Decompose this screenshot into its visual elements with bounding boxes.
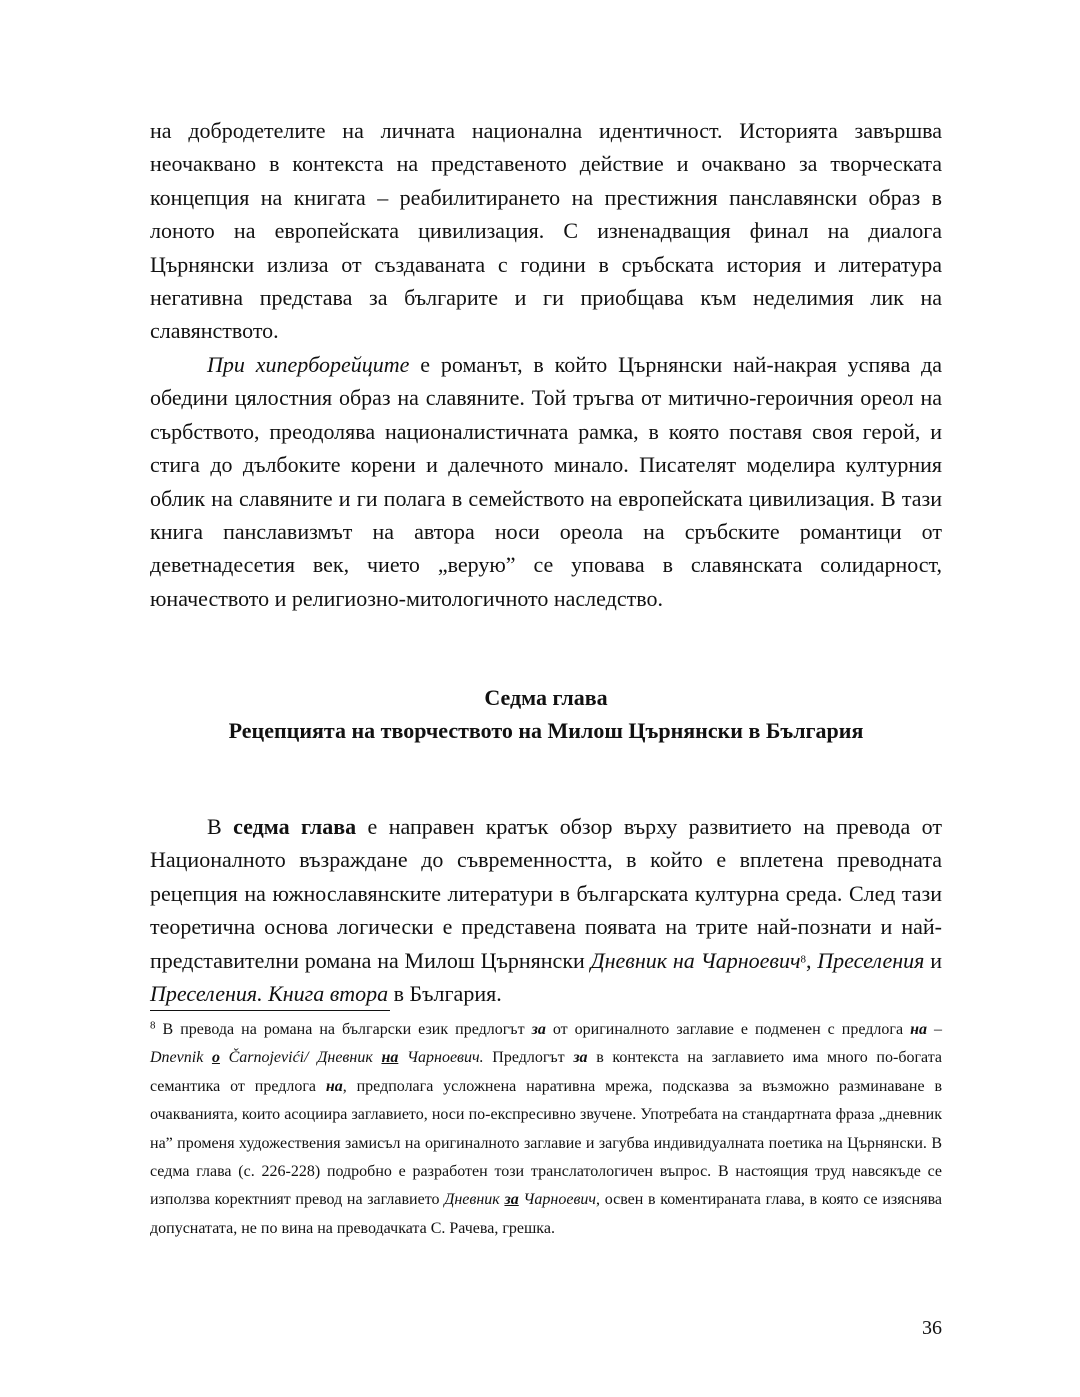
footnote-8: $^8$ В превода на романа на български език предлогът за от оригиналното заглавие е подменен с предлога на – Dnevnik o Čarnojevići/ Дневник на Чарноевич. Предлогът за в контекста на заглавието има много по-богата семантика от предлога на, предполага усложнена наративна мрежа, подсказва за възможно разминаване в очакванията, които асоциира заглавието, носи по-експресивно звучене. Употребата на стандартната фраза „дневник на” променя художествения замисъл на оригиналното заглавие и загубва индивидуалната поетика на Църнянски. В седма глава (с. 226-228) подробно е разработен този транслатологичен въпрос. В настоящия труд навсякъде се използва коректният превод на заглавието Дневник за Чарноевич, освен в коментираната глава, в която се изяснява допуснатата, не по вина на преводачката С. Рачева, грешка. [150,1019,943,1237]
footnote-separator [150,1010,390,1011]
paragraph-1: на добродетелите на личната национална идентичност. Историята завършва неочаквано в контекста на представеното действие и очаквано за творческата концепция на книгата – реабилитирането на престижния панславянски образ в лоното на европейската цивилизация. С изненадващия финал на диалога Църнянски излиза от създаваната с години в сръбската история и литература негативна представа за българите и ги приобщава към неделимия лик на славянството. [150,118,942,344]
chapter-title: Седма глава [484,685,608,710]
footnote-reference[interactable]: 8 [800,953,806,966]
paragraph-2: При хиперборейците е романът, в който Църнянски най-накрая успява да обедини цялостния образ на славяните. Той тръгва от митично-героичния ореол на сърбството, преодолява националистичната рамка, в която поставя своя герой, и стига до дълбоките корени и далечното минало. Писателят моделира културния облик на славяните и ги полага в семейството на европейската цивилизация. В тази книга панславизмът на автора носи ореола на сръбските романтици от деветнадесетия век, чието „верую” се уповава в славянската солидарност, юначеството и религиозно-митологичното наследство. [150,352,942,611]
novel-title-hyperboreans: При хиперборейците [207,352,410,377]
bold-seventh-chapter: седма глава [233,814,357,839]
novel-title-migrations: Преселения [817,947,925,973]
footnote-marker: 8 [150,1019,156,1032]
page-number: 36 [922,1317,942,1339]
novel-title-migrations-2: Преселения. Книга втора [150,981,389,1007]
chapter-subtitle: Рецепцията на творчеството на Милош Църнянски в България [228,718,864,743]
paragraph-3: В седма глава е направен кратък обзор върху развитието на превода от Националното възраждане до съвременността, в който е вплетена преводната рецепция на южнославянските литератури в българската културна среда. След тази теоретична основа логически е представена появата на трите най-познати и най-представителни романа на Милош Църнянски Дневник на Чарноевич$^8$, Преселения и Преселения. Книга втора в България. [150,814,942,1007]
novel-title-diary: Дневник на Чарноевич [590,947,801,973]
